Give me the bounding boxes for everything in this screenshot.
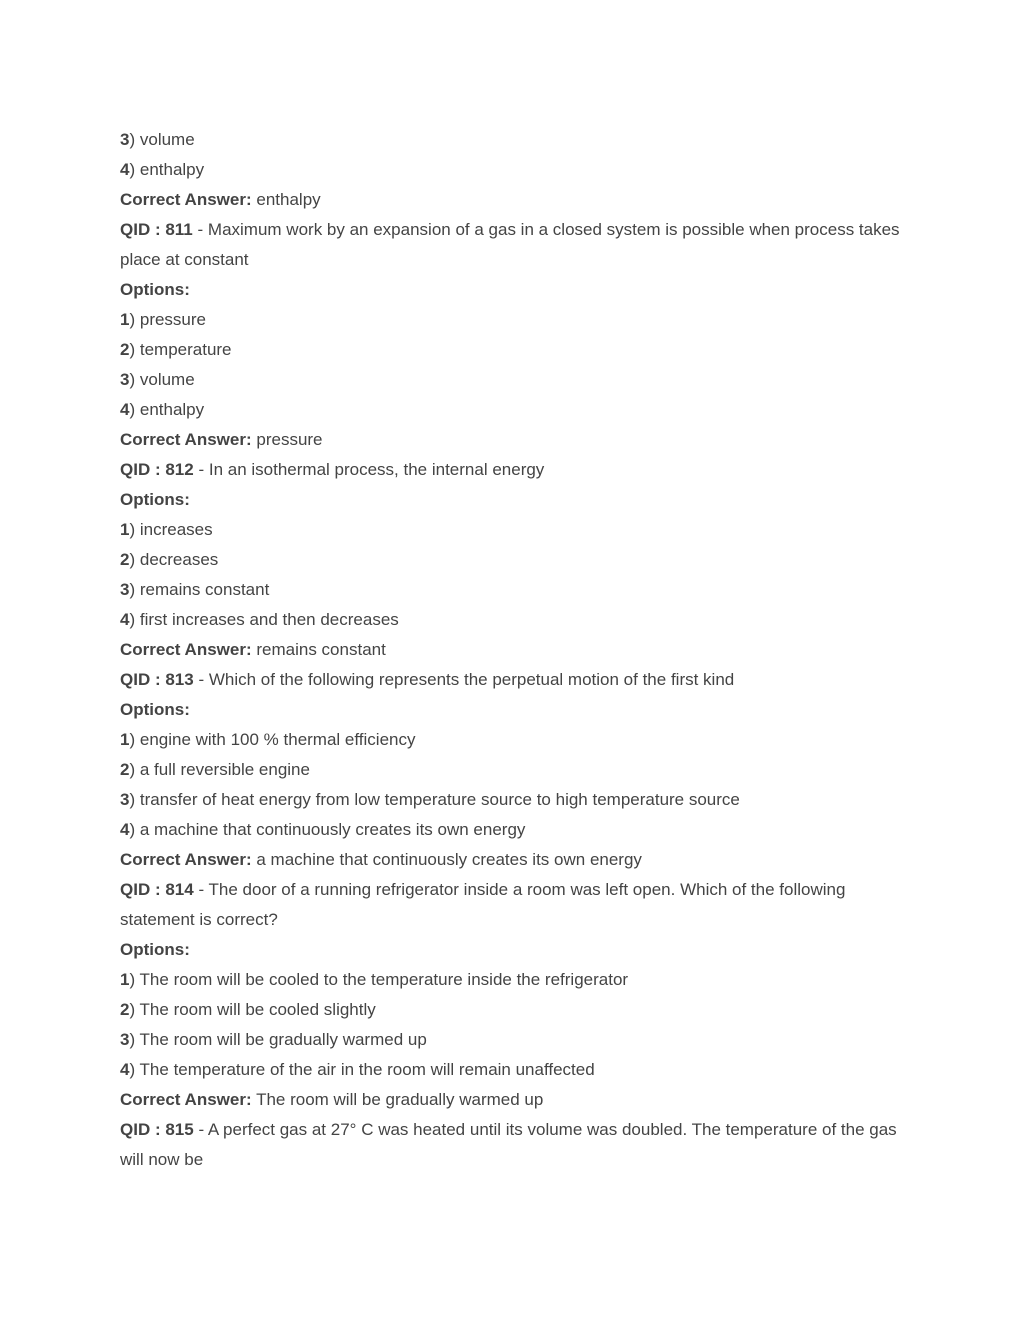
option-text: first increases and then decreases bbox=[139, 610, 399, 629]
option-line: 3) The room will be gradually warmed up bbox=[120, 1030, 427, 1049]
question-text: Maximum work by an expansion of a gas in a closed system is possible when process takes place at constant bbox=[120, 220, 900, 269]
option-number: 3 bbox=[120, 580, 130, 599]
option-number: 3 bbox=[120, 1030, 130, 1049]
option-line: 4) The temperature of the air in the room will remain unaffected bbox=[120, 1060, 595, 1079]
qid-separator: - bbox=[198, 670, 205, 689]
option-text: transfer of heat energy from low temperature source to high temperature source bbox=[139, 790, 740, 809]
correct-answer-text: enthalpy bbox=[256, 190, 321, 209]
correct-answer-label: Correct Answer: bbox=[120, 850, 252, 869]
option-number: 4 bbox=[120, 160, 130, 179]
correct-answer-text: remains constant bbox=[256, 640, 386, 659]
correct-answer-label: Correct Answer: bbox=[120, 190, 252, 209]
option-number: 4 bbox=[120, 820, 130, 839]
qid-label: QID : 815 bbox=[120, 1120, 194, 1139]
document-page bbox=[120, 125, 910, 1175]
qid-separator: - bbox=[198, 460, 205, 479]
option-text: engine with 100 % thermal efficiency bbox=[139, 730, 416, 749]
question-text: The door of a running refrigerator inside a room was left open. Which of the following statement is correct? bbox=[120, 880, 846, 929]
option-text: pressure bbox=[139, 310, 206, 329]
option-text: decreases bbox=[139, 550, 219, 569]
option-number: 3 bbox=[120, 790, 130, 809]
option-line: 3) remains constant bbox=[120, 580, 270, 599]
option-text: The temperature of the air in the room will remain unaffected bbox=[139, 1060, 595, 1079]
option-line: 3) volume bbox=[120, 130, 195, 149]
question-text: Which of the following represents the perpetual motion of the first kind bbox=[208, 670, 735, 689]
qid-separator: - bbox=[198, 880, 205, 899]
options-label: Options: bbox=[120, 490, 190, 509]
options-label: Options: bbox=[120, 280, 190, 299]
question-line bbox=[120, 875, 910, 935]
qid-label: QID : 813 bbox=[120, 670, 194, 689]
correct-answer-line bbox=[120, 425, 910, 455]
option-line: 3) transfer of heat energy from low temperature source to high temperature source bbox=[120, 790, 740, 809]
option-line: 2) The room will be cooled slightly bbox=[120, 1000, 376, 1019]
correct-answer-text: The room will be gradually warmed up bbox=[256, 1090, 544, 1109]
option-number: 3 bbox=[120, 130, 130, 149]
options-label: Options: bbox=[120, 940, 190, 959]
qid-label: QID : 811 bbox=[120, 220, 193, 239]
option-text: a full reversible engine bbox=[139, 760, 310, 779]
option-number: 2 bbox=[120, 550, 130, 569]
option-line: 1) increases bbox=[120, 520, 213, 539]
qid-label: QID : 812 bbox=[120, 460, 194, 479]
options-label: Options: bbox=[120, 700, 190, 719]
correct-answer-label: Correct Answer: bbox=[120, 1090, 252, 1109]
option-text: volume bbox=[139, 130, 195, 149]
option-number: 3 bbox=[120, 370, 130, 389]
correct-answer-text: pressure bbox=[256, 430, 323, 449]
option-line: 2) a full reversible engine bbox=[120, 760, 310, 779]
option-line: 1) engine with 100 % thermal efficiency bbox=[120, 730, 416, 749]
option-line: 2) decreases bbox=[120, 550, 219, 569]
option-text: The room will be gradually warmed up bbox=[139, 1030, 427, 1049]
option-number: 2 bbox=[120, 1000, 130, 1019]
correct-answer-text: a machine that continuously creates its own energy bbox=[256, 850, 642, 869]
question-line bbox=[120, 665, 910, 695]
option-line: 2) temperature bbox=[120, 340, 232, 359]
option-line: 4) enthalpy bbox=[120, 160, 205, 179]
option-number: 1 bbox=[120, 310, 130, 329]
option-text: temperature bbox=[139, 340, 232, 359]
option-text: increases bbox=[139, 520, 213, 539]
option-text: enthalpy bbox=[139, 400, 205, 419]
option-number: 4 bbox=[120, 400, 130, 419]
option-text: enthalpy bbox=[139, 160, 205, 179]
option-number: 1 bbox=[120, 520, 130, 539]
option-number: 1 bbox=[120, 970, 130, 989]
qid-separator: - bbox=[197, 220, 204, 239]
correct-answer-label: Correct Answer: bbox=[120, 640, 252, 659]
option-line: 1) The room will be cooled to the temperature inside the refrigerator bbox=[120, 970, 629, 989]
question-line bbox=[120, 1115, 910, 1175]
option-text: a machine that continuously creates its own energy bbox=[139, 820, 526, 839]
question-text: A perfect gas at 27° C was heated until its volume was doubled. The temperature of the gas will now be bbox=[120, 1120, 897, 1169]
correct-answer-line bbox=[120, 185, 910, 215]
question-text: In an isothermal process, the internal energy bbox=[208, 460, 545, 479]
qid-separator: - bbox=[198, 1120, 205, 1139]
option-line: 4) first increases and then decreases bbox=[120, 610, 399, 629]
question-line bbox=[120, 455, 910, 485]
option-number: 4 bbox=[120, 610, 130, 629]
correct-answer-line bbox=[120, 1085, 910, 1115]
question-line bbox=[120, 215, 910, 275]
correct-answer-line bbox=[120, 845, 910, 875]
option-number: 2 bbox=[120, 760, 130, 779]
option-line: 4) a machine that continuously creates its own energy bbox=[120, 820, 526, 839]
option-text: volume bbox=[139, 370, 195, 389]
option-text: The room will be cooled slightly bbox=[139, 1000, 376, 1019]
option-text: The room will be cooled to the temperature inside the refrigerator bbox=[139, 970, 629, 989]
option-text: remains constant bbox=[139, 580, 270, 599]
correct-answer-line bbox=[120, 635, 910, 665]
option-number: 1 bbox=[120, 730, 130, 749]
option-number: 4 bbox=[120, 1060, 130, 1079]
option-line: 4) enthalpy bbox=[120, 400, 205, 419]
option-number: 2 bbox=[120, 340, 130, 359]
option-line: 3) volume bbox=[120, 370, 195, 389]
correct-answer-label: Correct Answer: bbox=[120, 430, 252, 449]
qid-label: QID : 814 bbox=[120, 880, 194, 899]
option-line: 1) pressure bbox=[120, 310, 206, 329]
